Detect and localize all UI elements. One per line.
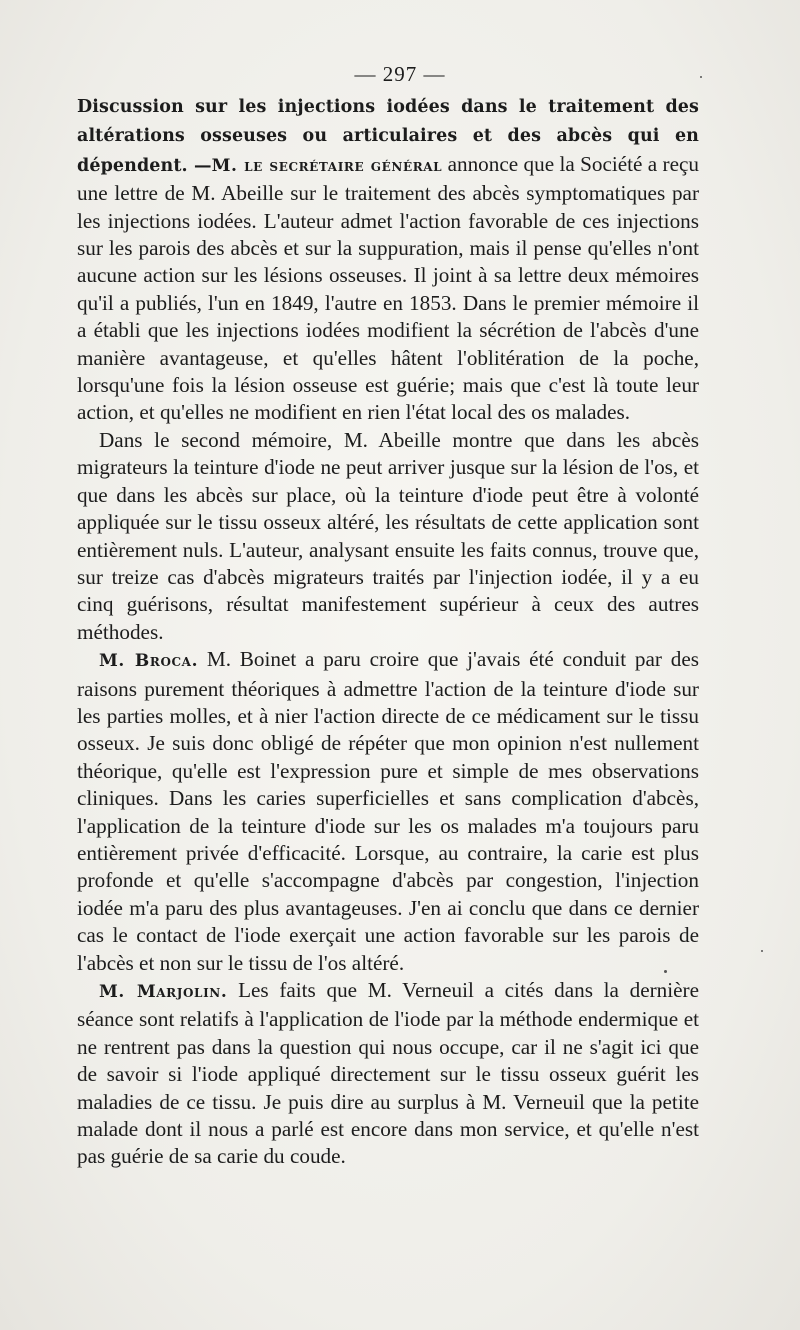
paragraph-secretary	[77, 92, 699, 427]
page-number: — 297 —	[354, 62, 446, 86]
marjolin-text: Les faits que M. Verneuil a cités dans la dernière séance sont relatifs à l'application de l'iode par la méthode endermique et ne rentrent pas dans la question qui nous occupe, car il ne s'agit ici que de savoir si l'iode appliqué directement sur le tissu osseux guérit les maladies de ce tissu. Je puis dire au surplus à M. Verneuil que la petite malade dont il nous a parlé est encore dans mon service, et qu'elle n'est pas guérie de sa carie du coude.	[77, 978, 699, 1169]
paragraph-marjolin	[77, 977, 699, 1171]
paper-speck	[761, 950, 763, 952]
speaker-secretary: M. le secrétaire général	[211, 155, 443, 176]
secretary-text: annonce que la Société a reçu une lettre de M. Abeille sur le traitement des abcès symptomatiques par les injections iodées. L'auteur admet l'action favorable de ces injections sur les parois des abcès et sur la suppuration, mais il pense qu'elles n'ont aucune action sur les lésions osseuses. Il joint à sa lettre deux mémoires qu'il a publiés, l'un en 1849, l'autre en 1853. Dans le premier mémoire il a établi que les injections iodées modifient la sécrétion de l'abcès d'une manière avantageuse, et qu'elles hâtent l'oblitération de la poche, lorsqu'une fois la lésion osseuse est guérie; mais que c'est là toute leur action, et qu'elles ne modifient en rien l'état local des os malades.	[77, 151, 699, 425]
paragraph-broca	[77, 646, 699, 977]
section-title: Discussion sur les injections iodées dans le traitement des altérations osseuses ou articulaires et des abcès qui en dépendent. —	[77, 97, 699, 176]
speaker-broca: M. Broca.	[99, 651, 199, 672]
paper-speck	[700, 76, 702, 78]
paper-speck	[664, 970, 667, 973]
broca-text: M. Boinet a paru croire que j'avais été conduit par des raisons purement théoriques à admettre l'action de la teinture d'iode sur les parties molles, et à nier l'action directe de ce médicament sur le tissu osseux. Je suis donc obligé de répéter que mon opinion n'est nullement théorique, qu'elle est l'expression pure et simple de mes observations cliniques. Dans les caries superficielles et sans complication d'abcès, l'application de la teinture d'iode sur les os malades m'a toujours paru entièrement privée d'efficacité. Lorsque, au contraire, la carie est plus profonde et qu'elle s'accompagne d'abcès par congestion, l'injection iodée m'a paru des plus avantageuses. J'en ai conclu que dans ce dernier cas le contact de l'iode exerçait une action favorable sur les parois de l'abcès et non sur le tissu de l'os altéré.	[77, 647, 699, 975]
body-text	[77, 92, 699, 1171]
speaker-marjolin: M. Marjolin.	[99, 982, 228, 1002]
paragraph-second-memoir: Dans le second mémoire, M. Abeille montre que dans les abcès migrateurs la teinture d'iode ne peut arriver jusque sur la lésion de l'os, et que dans les abcès sur place, où la teinture d'iode peut être à volonté appliquée sur le tissu osseux altéré, les résultats de cette application sont entièrement nuls. L'auteur, analysant ensuite les faits connus, trouve que, sur treize cas d'abcès migrateurs traités par l'injection iodée, il y a eu cinq guérisons, résultat manifestement supérieur à ceux des autres méthodes.	[77, 427, 699, 644]
